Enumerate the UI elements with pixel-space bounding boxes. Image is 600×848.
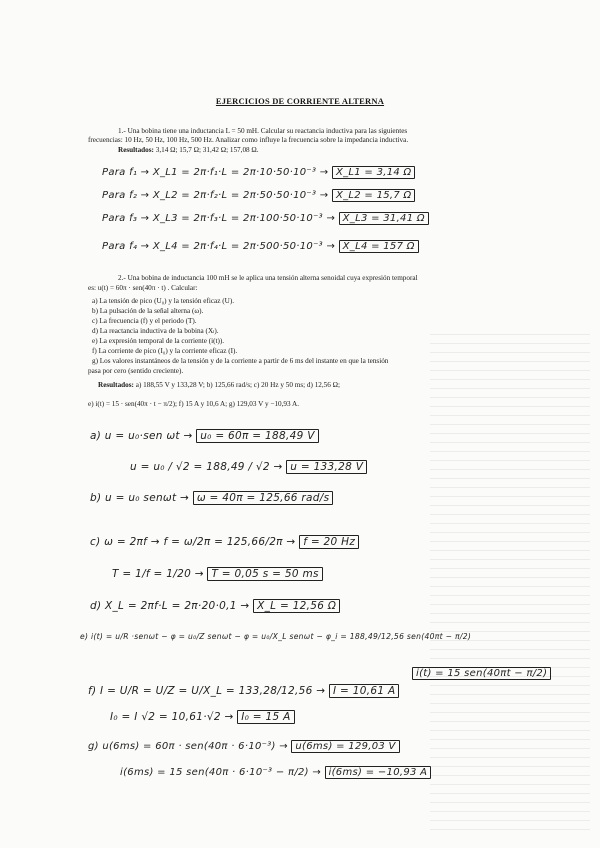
ex1-work-row	[102, 167, 415, 178]
ex1-work-step: Para f₃ → X_L3 = 2π·f₃·L = 2π·100·50·10⁻³ →	[102, 213, 336, 224]
ex1-work-step: Para f₁ → X_L1 = 2π·f₁·L = 2π·10·50·10⁻³ →	[102, 167, 329, 178]
ex2-work-step: e) i(t) = u/R ·senωt − φ = u₀/Z senωt − φ = u₀/X_L senωt − φ_i = 188,49/12,56 sen(40πt − π/2)	[80, 632, 472, 641]
ex1-results-label: Resultados:	[118, 146, 154, 154]
ex2-item: pasa por cero (sentido creciente).	[88, 367, 184, 375]
ex2-work-g1	[88, 741, 400, 752]
ex2-item: a) La tensión de pico (U₀) y la tensión eficaz (U).	[92, 297, 235, 305]
ex2-work-step: c) ω = 2πf → f = ω/2π = 125,66/2π →	[90, 536, 296, 548]
ex2-work-step: i(6ms) = 15 sen(40π · 6·10⁻³ − π/2) →	[120, 767, 322, 778]
ex2-work-c1	[90, 536, 359, 548]
ex2-line2: es: u(t) = 60π · sen(40π · t) . Calcular:	[88, 284, 198, 292]
ex2-work-answer: I₀ = 15 A	[237, 710, 294, 724]
ex2-work-g2	[120, 767, 431, 778]
ex2-work-answer: u(6ms) = 129,03 V	[291, 740, 399, 753]
ex2-work-answer: u₀ = 60π = 188,49 V	[196, 429, 318, 443]
ex2-work-answer: f = 20 Hz	[299, 535, 359, 549]
ex1-results	[118, 146, 259, 155]
ex1-work-step: Para f₂ → X_L2 = 2π·f₂·L = 2π·50·50·10⁻³ →	[102, 190, 329, 201]
ex1-work-row	[102, 190, 415, 201]
ex1-work-answer: X_L2 = 15,7 Ω	[332, 189, 416, 202]
ex1-line1: 1.- Una bobina tiene una inductancia L = 50 mH. Calcular su reactancia inductiva para las siguientes	[118, 127, 408, 135]
ex2-work-a1	[90, 430, 319, 442]
ex2-item: c) La frecuencia (f) y el periodo (T).	[92, 317, 197, 325]
ex2-work-answer: u = 133,28 V	[286, 460, 367, 474]
ex2-item: f) La corriente de pico (I₀) y la corriente eficaz (I).	[92, 347, 238, 355]
ex2-work-answer: X_L = 12,56 Ω	[253, 599, 340, 613]
ex2-work-f1	[88, 685, 399, 697]
ex2-item: b) La pulsación de la señal alterna (ω).	[92, 307, 204, 315]
ex2-results-label: Resultados:	[98, 381, 134, 389]
ex1-work-answer: X_L3 = 31,41 Ω	[339, 212, 429, 225]
ex2-work-step: u = u₀ / √2 = 188,49 / √2 →	[130, 461, 283, 473]
ex2-work-step: f) I = U/R = U/Z = U/X_L = 133,28/12,56 →	[88, 685, 326, 697]
ex2-work-answer: i(t) = 15 sen(40πt − π/2)	[412, 667, 551, 680]
ex2-work-f2	[110, 711, 295, 723]
ex2-work-answer: i(6ms) = −10,93 A	[325, 766, 432, 779]
ex1-work-row	[102, 241, 419, 252]
ex1-line2: frecuencias: 10 Hz, 50 Hz, 100 Hz, 500 Hz. Analizar como influye la frecuencia sobre la impedancia inductiva.	[88, 136, 409, 144]
ex2-item: g) Los valores instantáneos de la tensión y de la corriente a partir de 6 ms del instante en que la tensión	[92, 357, 389, 365]
ex2-work-step: a) u = u₀·sen ωt →	[90, 430, 193, 442]
ex2-work-c2	[112, 568, 323, 580]
ex2-work-step: g) u(6ms) = 60π · sen(40π · 6·10⁻³) →	[88, 741, 288, 752]
ex2-work-step: T = 1/f = 1/20 →	[112, 568, 204, 580]
ex2-work-b	[90, 492, 333, 504]
ex2-work-d	[90, 600, 340, 612]
ex1-work-row	[102, 213, 429, 224]
ex1-work-answer: X_L4 = 157 Ω	[339, 240, 419, 253]
bleed-through-texture	[430, 330, 590, 830]
ex2-work-e	[80, 632, 471, 641]
ex1-work-answer: X_L1 = 3,14 Ω	[332, 166, 416, 179]
ex2-work-answer: T = 0,05 s = 50 ms	[207, 567, 322, 581]
ex2-work-step: b) u = u₀ senωt →	[90, 492, 190, 504]
ex2-work-answer: ω = 40π = 125,66 rad/s	[193, 491, 334, 505]
ex2-item: d) La reactancia inductiva de la bobina (Xₗ).	[92, 327, 219, 335]
ex2-line1: 2.- Una bobina de inductancia 100 mH se le aplica una tensión alterna senoidal cuya expresión temporal	[118, 274, 418, 282]
ex2-work-a2	[130, 461, 367, 473]
ex2-results-line2: e) i(t) = 15 · sen(40π · t − π/2); f) 15 A y 10,6 A; g) 129,03 V y −10,93 A.	[88, 400, 300, 408]
ex1-results-values: 3,14 Ω; 15,7 Ω; 31,42 Ω; 157,08 Ω.	[155, 146, 259, 154]
ex2-work-answer: I = 10,61 A	[329, 684, 399, 698]
ex2-results-line1: a) 188,55 V y 133,28 V; b) 125,66 rad/s; c) 20 Hz y 50 ms; d) 12,56 Ω;	[135, 381, 340, 389]
ex2-work-step: d) X_L = 2πf·L = 2π·20·0,1 →	[90, 600, 250, 612]
ex1-work-step: Para f₄ → X_L4 = 2π·f₄·L = 2π·500·50·10⁻³ →	[102, 241, 336, 252]
ex2-results	[98, 381, 340, 390]
document-title: EJERCICIOS DE CORRIENTE ALTERNA	[215, 96, 385, 106]
ex2-item: e) La expresión temporal de la corriente (i(t)).	[92, 337, 225, 345]
ex2-work-step: I₀ = I √2 = 10,61·√2 →	[110, 711, 234, 723]
